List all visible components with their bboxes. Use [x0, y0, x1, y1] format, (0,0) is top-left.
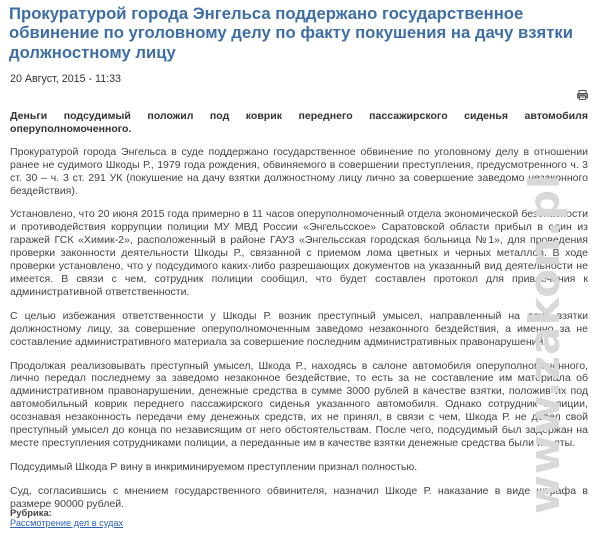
article-body: [10, 110, 588, 522]
article-title: Прокуратурой города Энгельса поддержано государственное обвинение по уголовному делу по факту покушения на дачу взятки должностному лицу: [9, 4, 574, 62]
article-paragraph: Установлено, что 20 июня 2015 года примерно в 11 часов оперуполномоченный отдела экономической безопасности и противодействия коррупции полиции МУ МВД России «Энгельсское» Саратовской области прибыл в один из гаражей ГСК «Химик-2», расположенный в районе ГАУЗ «Энгельсская городская больница №1», для проведения проверки законности деятельности Шкоды Р., связанной с приемом лома цветных и черных металлов. В ходе проверки установлено, что у подсудимого каких-либо разрешающих документов на указанный вид деятельности не имеется. В связи с чем, сотрудник полиции сообщил, что будет составлен протокол для привлечения к административной ответственности.: [10, 208, 588, 298]
watermark-text: www.zakon.pl: [520, 173, 569, 514]
article-paragraph: Прокуратурой города Энгельса в суде поддержано государственное обвинение по уголовному делу в отношении ранее не судимого Шкоды Р., 1979 года рождения, обвиняемого в совершении преступления, предусмотренного ч. 3 ст. 30 – ч. 3 ст. 291 УК (покушение на дачу взятки должностному лицу лично за совершение заведомо незаконного бездействия).: [10, 145, 588, 197]
rubric-link[interactable]: Рассмотрение дел в судах: [10, 518, 124, 528]
article-paragraph: Подсудимый Шкода Р вину в инкриминируемом преступлении признал полностью.: [10, 460, 418, 473]
article-lead: Деньги подсудимый положил под коврик переднего пассажирского сиденья автомобиля оперуполномоченного.: [10, 110, 588, 135]
article-paragraph: С целью избежания ответственности у Шкоды Р. возник преступный умысел, направленный на дачу взятки должностному лицу, за совершение оперуполномоченным заведомо незаконного бездействия, а именно за не составление административного материала за совершение последним административных правонарушений.: [10, 309, 588, 348]
printer-icon[interactable]: [577, 90, 588, 100]
article-rubric: [10, 508, 123, 528]
article-date: 20 Август, 2015 - 11:33: [10, 73, 122, 85]
rubric-label: Рубрика:: [10, 507, 52, 518]
article-paragraph: Суд, согласившись с мнением государственного обвинителя, назначил Шкоде Р. наказание в виде штрафа в размере 90000 рублей.: [10, 484, 588, 510]
article-paragraph: Продолжая реализовывать преступный умысел, Шкода Р., находясь в салоне автомобиля оперуполномоченного, лично передал последнему за заведомо незаконное бездействие, то есть за не составление им материала об административном правонарушении, денежные средства в сумме 3000 рублей в качестве взятки, положив их под автомобильный коврик переднего пассажирского сиденья указанного автомобиля. Однако сотрудник полиции, осознавая незаконность передачи ему денежных средств, их не принял, в связи с чем, Шкода Р. не довел свой преступный умысел до конца по независящим от него обстоятельствам. После чего, подсудимый был задержан на месте преступления сотрудниками полиции, а переданные им в качестве взятки денежные средства были изъяты.: [10, 359, 588, 449]
